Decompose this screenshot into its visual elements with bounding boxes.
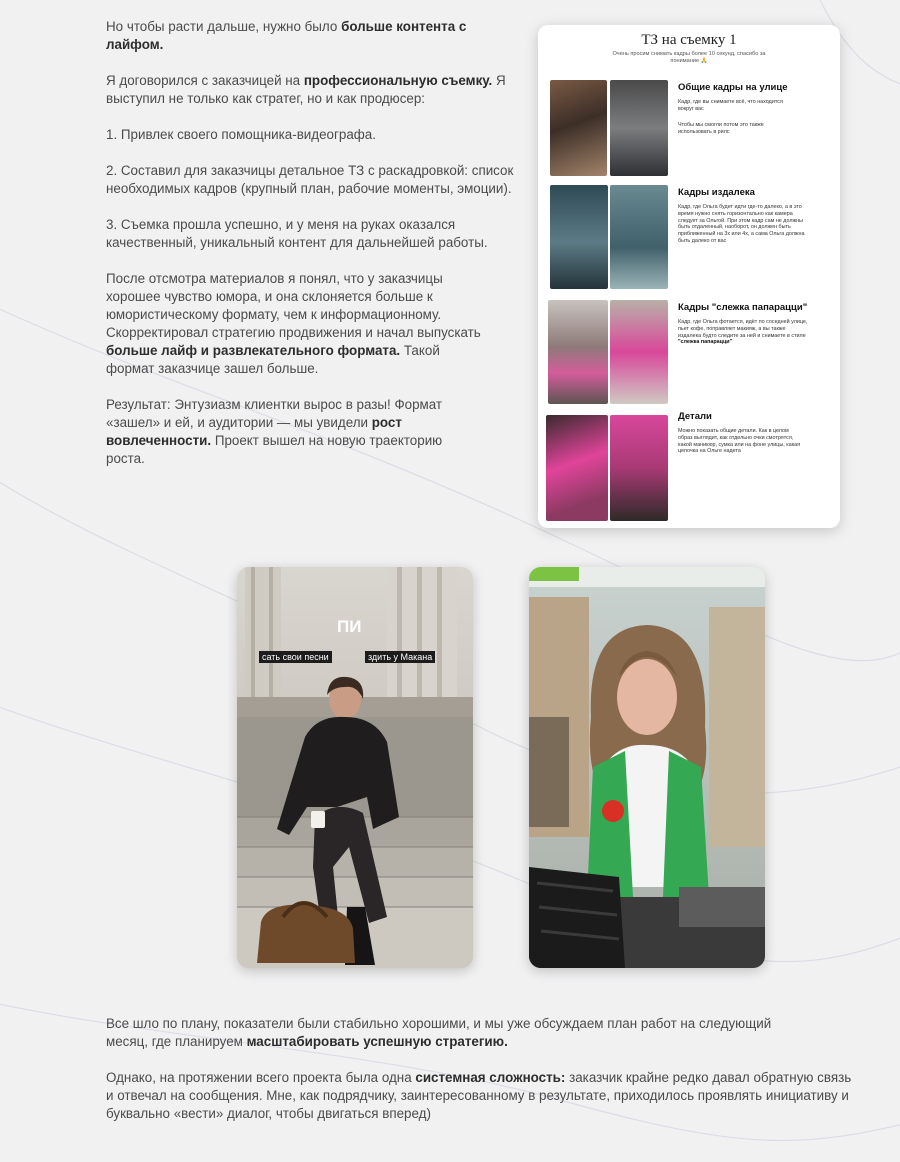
outro-text <box>106 1015 866 1123</box>
outro-paragraph-1: Все шло по плану, показатели были стабильно хорошими, и мы уже обсуждаем план работ на следующий месяц, где планируем масштабировать успешную стратегию. <box>106 1016 772 1049</box>
brief-section-heading: Кадры издалека <box>678 187 755 198</box>
intro-paragraph-2: Я договорился с заказчицей на профессиональную съемку. Я выступил не только как стратег, но и как продюсер: <box>106 73 506 106</box>
list-item-1: 1. Привлек своего помощника-видеографа. <box>106 127 376 142</box>
video-caption-left: сать свои песни <box>259 651 332 663</box>
brief-image-paparazzi-2 <box>610 300 668 404</box>
brief-section-heading: Детали <box>678 411 712 422</box>
brief-section-desc: Кадр, где Ольга фотается, идёт по соседней улице, пьет кофе, поправляет макияж, а вы также издалека будто следите за ней и снимаете в стиле "слежка папарацци" <box>678 319 808 346</box>
shooting-brief-card <box>538 25 840 528</box>
brief-section-heading: Кадры "слежка папарацци" <box>678 302 808 313</box>
brief-section-desc-2: Чтобы мы смогли потом это также использовать в рилс <box>678 122 764 135</box>
brief-image-details-1 <box>546 415 608 521</box>
list-item-2: 2. Составил для заказчицы детальное ТЗ с раскадровкой: список необходимых кадров (крупный план, рабочие моменты, эмоции). <box>106 163 514 196</box>
intro-paragraph-3: После отсмотра материалов я понял, что у заказчицы хорошее чувство юмора, и она склоняется больше к юмористическому формату, чем к информационному. Скорректировал стратегию продвижения и начал выпускать больше лайф и развлекательного формата. Такой формат заказчице зашел больше. <box>106 271 481 376</box>
brief-subtitle: Очень просим снимать кадры более 10 секунд, спасибо за понимание 🙏 <box>612 51 766 64</box>
brief-image-paparazzi-1 <box>548 300 608 404</box>
brief-image-details-2 <box>610 415 668 521</box>
photo-woman-at-checkout <box>529 567 765 968</box>
photo-woman-on-steps <box>237 567 473 968</box>
brief-section-desc: Кадр, где Ольга будет идти где-то далеко, а в это время нужно снять горизонтально как камера следует за Ольгой. При этом кадр сам не должны быть отдаленный, наоборот, он должен быть приближенный на 3x или 4x, а сама Ольга должна быть далеко от вас <box>678 204 805 244</box>
brief-image-street-2 <box>610 80 668 176</box>
video-caption-title: ПИ <box>337 617 362 636</box>
list-item-3: 3. Съемка прошла успешно, и у меня на руках оказался качественный, уникальный контент для дальнейшей работы. <box>106 217 488 250</box>
brief-section-heading: Общие кадры на улице <box>678 82 788 93</box>
brief-image-distance-1 <box>550 185 608 289</box>
brief-image-street-1 <box>550 80 607 176</box>
brief-section-desc: Кадр, где вы снимаете всё, что находится вокруг вас <box>678 99 783 112</box>
intro-paragraph-1: Но чтобы расти дальше, нужно было больше контента с лайфом. <box>106 19 467 52</box>
brief-title: ТЗ на съемку 1 <box>641 32 737 48</box>
brief-image-distance-2 <box>610 185 668 289</box>
photo-checkout-illustration <box>529 567 765 968</box>
video-caption-right: здить у Макана <box>365 651 435 663</box>
brief-section-desc: Можно показать общие детали. Как в целом образ выглядит, как отдельно очки смотрятся, какой маникюр, сумка или на фоне улицы, какая цепочка на Ольге надета <box>678 428 801 455</box>
outro-paragraph-2: Однако, на протяжении всего проекта была одна системная сложность: заказчик крайне редко давал обратную связь и отвечал на сообщения. Мне, как подрядчику, заинтересованному в результате, приходилось проявлять инициативу и буквально «вести» диалог, чтобы двигаться вперед) <box>106 1070 852 1121</box>
intro-text <box>106 18 516 468</box>
intro-paragraph-4: Результат: Энтузиазм клиентки вырос в разы! Формат «зашел» и ей, и аудитории — мы увидели рост вовлеченности. Проект вышел на новую траекторию роста. <box>106 397 443 466</box>
